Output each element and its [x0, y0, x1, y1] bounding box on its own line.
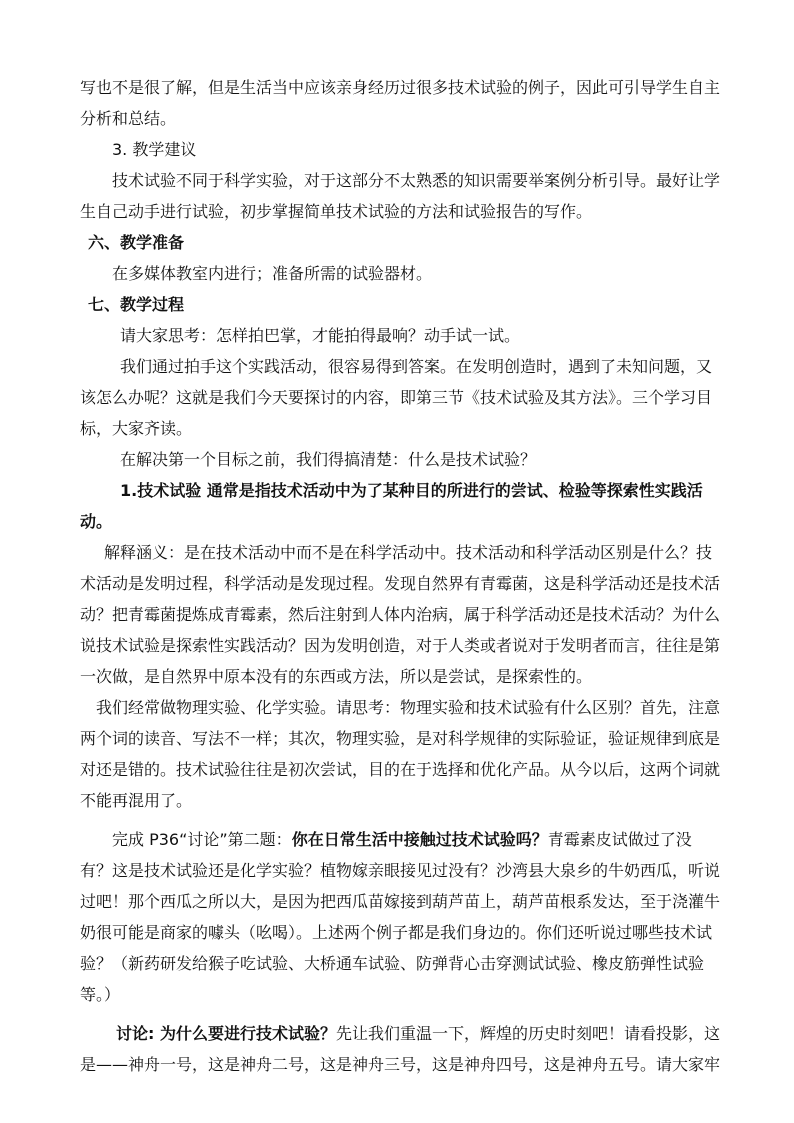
- paragraph-teaching-suggestion: 技术试验不同于科学实验，对于这部分不太熟悉的知识需要举案例分析引导。最好让学生自己动手进行试验，初步掌握简单技术试验的方法和试验报告的写作。: [80, 171, 721, 221]
- paragraph-definition-question: 在解决第一个目标之前，我们得搞清楚：什么是技术试验？: [120, 450, 537, 469]
- discussion-task-label: 完成 P36“讨论”第二题：: [112, 830, 292, 849]
- section-heading-process: 七、教学过程: [88, 295, 185, 314]
- paragraph-clap-answer: 我们通过拍手这个实践活动，很容易得到答案。在发明创造时，遇到了未知问题，又该怎么办呢？这就是我们今天要探讨的内容，即第三节《技术试验及其方法》。三个学习目标，大家齐读。: [80, 357, 713, 438]
- item-teaching-suggestion: 3. 教学建议: [112, 140, 197, 159]
- paragraph-physics-vs-technical: 我们经常做物理实验、化学实验。请思考：物理实验和技术试验有什么区别？首先，注意两个词的读音、写法不一样；其次，物理实验，是对科学规律的实际验证，验证规律到底是对还是错的。技术试验往往是初次尝试，目的在于选择和优化产品。从今以后，这两个词就不能再混用了。: [80, 698, 721, 810]
- paragraph-discussion-one: [80, 824, 720, 1010]
- discussion-answer: 青霉素皮试做过了没有？这是技术试验还是化学实验？植物嫁亲眼接见过没有？沙湾县大泉乡的牛奶西瓜，听说过吧！那个西瓜之所以大，是因为把西瓜苗嫁接到葫芦苗上，葫芦苗根系发达，至于浇灌牛奶很可能是商家的噱头（吆喝）。上述两个例子都是我们身边的。你们还听说过哪些技术试验？（新药研发给猴子吃试验、大桥通车试验、防弹背心击穿测试试验、橡皮筋弹性试验等。）: [80, 830, 721, 1004]
- paragraph-intro-continuation: 写也不是很了解，但是生活当中应该亲身经历过很多技术试验的例子，因此可引导学生自主分析和总结。: [80, 78, 721, 128]
- definition-technical-test: 1.技术试验 通常是指技术活动中为了某种目的所进行的尝试、检验等探索性实践活动。: [80, 481, 703, 531]
- paragraph-clap-question: 请大家思考：怎样拍巴掌，才能拍得最响？动手试一试。: [120, 326, 521, 345]
- section-heading-preparation: 六、教学准备: [88, 233, 185, 252]
- paragraph-preparation: 在多媒体教室内进行；准备所需的试验器材。: [112, 264, 433, 283]
- paragraph-discussion-two: [80, 1018, 720, 1080]
- paragraph-explanation: 解释涵义：是在技术活动中而不是在科学活动中。技术活动和科学活动区别是什么？技术活动是发明过程，科学活动是发现过程。发现自然界有青霉菌，这是科学活动还是技术活动？把青霉菌提炼成青霉素，然后注射到人体内治病，属于科学活动还是技术活动？为什么说技术试验是探索性实践活动？因为发明创造，对于人类或者说对于发明者而言，往往是第一次做，是自然界中原本没有的东西或方法，所以是尝试，是探索性的。: [80, 543, 721, 686]
- discussion-question: 你在日常生活中接触过技术试验吗？: [291, 830, 548, 849]
- discussion-two-text: 先让我们重温一下，辉煌的历史时刻吧！请看投影，这是——神舟一号，这是神舟二号，这是神舟三号，这是神舟四号，这是神舟五号。请大家牢: [80, 1024, 721, 1074]
- discussion-two-question: 讨论: 为什么要进行技术试验？: [116, 1024, 336, 1043]
- document-body: [80, 72, 720, 1080]
